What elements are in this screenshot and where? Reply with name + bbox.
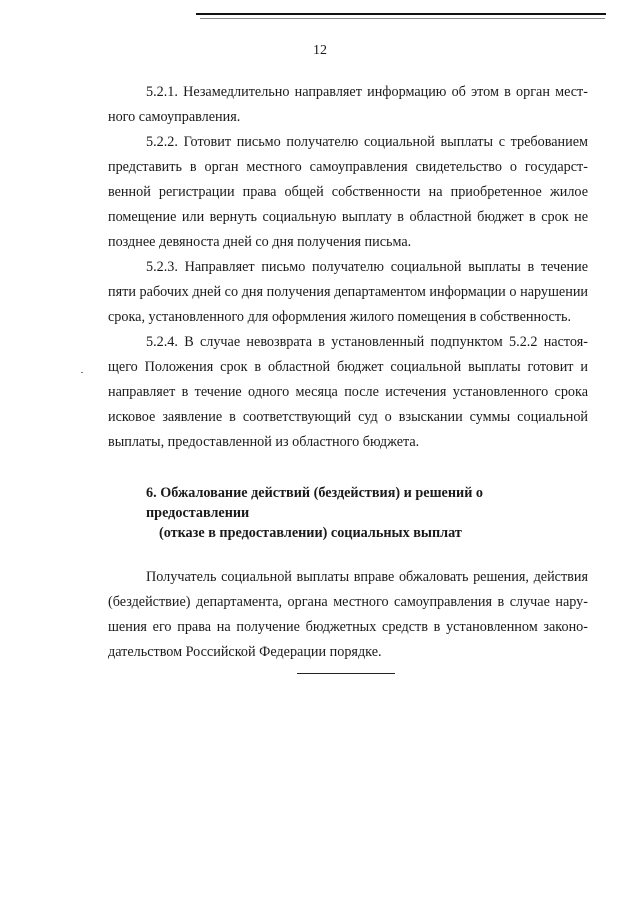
top-rule xyxy=(196,13,606,15)
paragraph-5-2-4: 5.2.4. В случае невозврата в установленный подпунктом 5.2.2 настоящего Положения срок в областной бюджет социальной выплаты готовит и направляет в течение одного месяца после истечения установленного срока исковое заявление в соответствующий суд о взыскании суммы социальной выплаты, предоставленной из областного бюджета. xyxy=(108,334,588,450)
document-body xyxy=(108,80,588,665)
section-6-heading-line2: (отказе в предоставлении) социальных выплат xyxy=(159,525,462,541)
section-6-heading xyxy=(108,483,588,543)
end-rule xyxy=(297,673,395,674)
paragraph-5-2-2: 5.2.2. Готовит письмо получателю социальной выплаты с требованием представить в орган местного самоуправления свидетельство о государственной регистрации права общей собственности на приобретенное жилое помещение или вернуть социальную выплату в областной бюджет в срок не позднее девяноста дней со дня получения письма. xyxy=(108,134,588,250)
section-6-paragraph: Получатель социальной выплаты вправе обжаловать решения, действия (бездействие) департамента, органа местного самоуправления в случае нарушения его права на получение бюджетных средств в установленном законодательством Российской Федерации порядке. xyxy=(108,569,588,660)
paragraph-5-2-3: 5.2.3. Направляет письмо получателю социальной выплаты в течение пяти рабочих дней со дня получения департаментом информации о нарушении срока, установленного для оформления жилого помещения в собственность. xyxy=(108,259,588,325)
paragraph-5-2-1: 5.2.1. Незамедлительно направляет информацию об этом в орган местного самоуправления. xyxy=(108,84,588,125)
section-6-heading-line1: 6. Обжалование действий (бездействия) и решений о предоставлении xyxy=(146,485,484,521)
scan-speck xyxy=(81,372,83,373)
page-number: 12 xyxy=(313,43,327,58)
top-rule-shadow xyxy=(200,18,605,19)
